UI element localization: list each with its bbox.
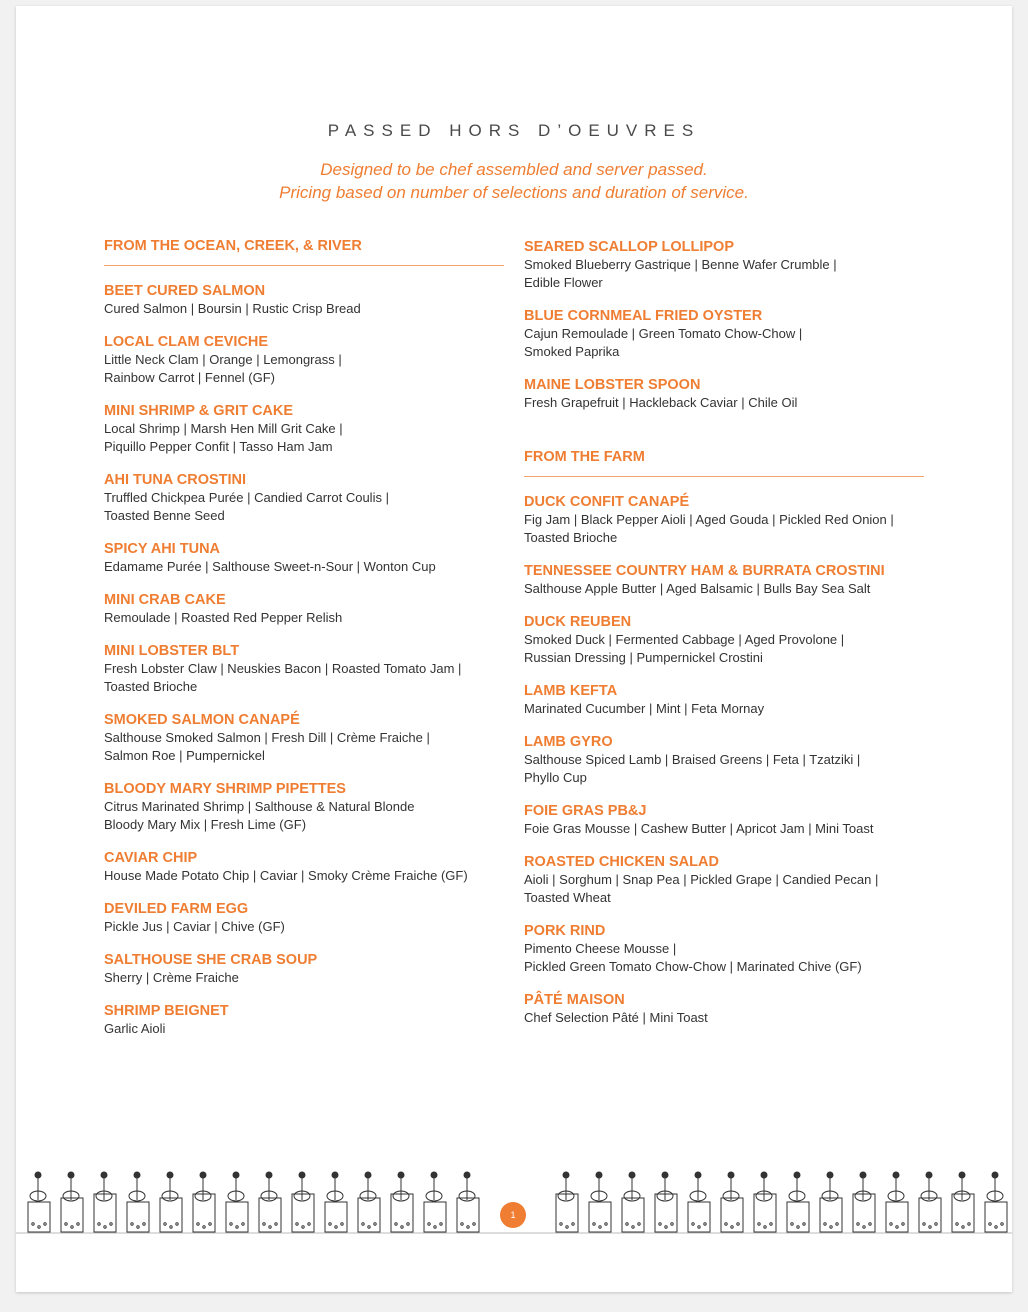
menu-item-name: PÂTÉ MAISON [524, 992, 625, 1008]
menu-item-name: TENNESSEE COUNTRY HAM & BURRATA CROSTINI [524, 563, 885, 579]
menu-item-description: Rainbow Carrot | Fennel (GF) [104, 370, 275, 385]
menu-item-description: Toasted Benne Seed [104, 508, 225, 523]
menu-item-name: SPICY AHI TUNA [104, 541, 221, 557]
menu-item-name: LAMB GYRO [524, 734, 613, 750]
menu-item-name: AHI TUNA CROSTINI [104, 472, 247, 488]
menu-item-description: Sherry | Crème Fraiche [104, 970, 239, 985]
subtitle-line-2: Pricing based on number of selections and duration of service. [279, 183, 749, 202]
menu-item-name: MINI SHRIMP & GRIT CAKE [104, 403, 294, 419]
section-heading-ocean: FROM THE OCEAN, CREEK, & RIVER [104, 238, 504, 266]
ocean-menu-item [104, 900, 509, 936]
menu-item-name: ROASTED CHICKEN SALAD [524, 854, 719, 870]
menu-item-description: Bloody Mary Mix | Fresh Lime (GF) [104, 817, 307, 832]
menu-item-description: Piquillo Pepper Confit | Tasso Ham Jam [104, 439, 333, 454]
ocean-item-list [104, 282, 509, 1038]
ocean-menu-item [104, 1002, 509, 1038]
ocean-menu-item [524, 238, 929, 292]
menu-item-description: Smoked Duck | Fermented Cabbage | Aged Provolone | [524, 632, 845, 647]
farm-menu-item [524, 991, 929, 1027]
menu-item-name: DUCK CONFIT CANAPÉ [524, 494, 690, 510]
farm-menu-item [524, 562, 929, 598]
farm-menu-item [524, 922, 929, 976]
menu-item-description: Salthouse Apple Butter | Aged Balsamic | Bulls Bay Sea Salt [524, 581, 871, 596]
menu-item-description: Toasted Brioche [524, 530, 618, 545]
menu-item-name: BEET CURED SALMON [104, 283, 266, 299]
menu-item-description: Garlic Aioli [104, 1021, 166, 1036]
menu-item-description: Russian Dressing | Pumpernickel Crostini [524, 650, 763, 665]
menu-item-description: Pickled Green Tomato Chow-Chow | Marinated Chive (GF) [524, 959, 862, 974]
ocean-menu-item [104, 333, 509, 387]
page-number: 1 [500, 1202, 526, 1228]
menu-item-description: Truffled Chickpea Purée | Candied Carrot Coulis | [104, 490, 389, 505]
ocean-menu-item [104, 849, 509, 885]
ocean-menu-item [104, 951, 509, 987]
left-column [104, 238, 509, 1053]
menu-item-description: Aioli | Sorghum | Snap Pea | Pickled Grape | Candied Pecan | [524, 872, 879, 887]
ocean-continued-list [524, 238, 929, 412]
menu-item-name: PORK RIND [524, 923, 606, 939]
menu-item-name: MINI CRAB CAKE [104, 592, 226, 608]
farm-menu-item [524, 493, 929, 547]
ocean-menu-item [104, 471, 509, 525]
menu-item-description: Phyllo Cup [524, 770, 587, 785]
menu-item-name: LOCAL CLAM CEVICHE [104, 334, 269, 350]
menu-item-name: SALTHOUSE SHE CRAB SOUP [104, 952, 318, 968]
menu-item-description: Smoked Paprika [524, 344, 620, 359]
menu-item-description: Edamame Purée | Salthouse Sweet-n-Sour | Wonton Cup [104, 559, 436, 574]
menu-item-description: Cured Salmon | Boursin | Rustic Crisp Bread [104, 301, 361, 316]
menu-item-name: SHRIMP BEIGNET [104, 1003, 229, 1019]
ocean-menu-item [104, 591, 509, 627]
menu-item-description: Remoulade | Roasted Red Pepper Relish [104, 610, 343, 625]
menu-item-description: Chef Selection Pâté | Mini Toast [524, 1010, 708, 1025]
menu-item-description: Fig Jam | Black Pepper Aioli | Aged Gouda | Pickled Red Onion | [524, 512, 894, 527]
ocean-menu-item [524, 376, 929, 412]
menu-item-description: Edible Flower [524, 275, 603, 290]
ocean-menu-item [104, 642, 509, 696]
menu-item-description: Salthouse Spiced Lamb | Braised Greens | Feta | Tzatziki | [524, 752, 861, 767]
menu-item-description: Toasted Brioche [104, 679, 198, 694]
farm-menu-item [524, 802, 929, 838]
farm-item-list [524, 493, 929, 1027]
menu-item-name: BLUE CORNMEAL FRIED OYSTER [524, 308, 763, 324]
ocean-menu-item [104, 402, 509, 456]
menu-item-name: SEARED SCALLOP LOLLIPOP [524, 239, 735, 255]
menu-item-name: LAMB KEFTA [524, 683, 618, 699]
menu-item-description: Smoked Blueberry Gastrique | Benne Wafer Crumble | [524, 257, 837, 272]
menu-item-description: Foie Gras Mousse | Cashew Butter | Apricot Jam | Mini Toast [524, 821, 874, 836]
menu-item-name: FOIE GRAS PB&J [524, 803, 647, 819]
menu-item-description: House Made Potato Chip | Caviar | Smoky Crème Fraiche (GF) [104, 868, 468, 883]
menu-item-description: Fresh Grapefruit | Hackleback Caviar | Chile Oil [524, 395, 798, 410]
menu-item-name: DEVILED FARM EGG [104, 901, 249, 917]
menu-item-description: Little Neck Clam | Orange | Lemongrass | [104, 352, 342, 367]
section-heading-farm: FROM THE FARM [524, 449, 924, 477]
farm-menu-item [524, 613, 929, 667]
menu-item-description: Marinated Cucumber | Mint | Feta Mornay [524, 701, 765, 716]
subtitle-line-1: Designed to be chef assembled and server passed. [320, 160, 708, 179]
ocean-menu-item [524, 307, 929, 361]
ocean-menu-item [104, 540, 509, 576]
menu-item-description: Toasted Wheat [524, 890, 611, 905]
right-column [524, 238, 929, 1042]
menu-item-description: Cajun Remoulade | Green Tomato Chow-Chow | [524, 326, 803, 341]
farm-menu-item [524, 853, 929, 907]
menu-item-description: Pimento Cheese Mousse | [524, 941, 677, 956]
farm-menu-item [524, 733, 929, 787]
menu-item-description: Salthouse Smoked Salmon | Fresh Dill | Crème Fraiche | [104, 730, 430, 745]
ocean-menu-item [104, 780, 509, 834]
page-title: PASSED HORS D’OEUVRES [327, 121, 701, 140]
menu-item-name: MAINE LOBSTER SPOON [524, 377, 701, 393]
menu-item-description: Pickle Jus | Caviar | Chive (GF) [104, 919, 285, 934]
ocean-menu-item [104, 282, 509, 318]
farm-menu-item [524, 682, 929, 718]
menu-item-description: Fresh Lobster Claw | Neuskies Bacon | Roasted Tomato Jam | [104, 661, 462, 676]
menu-item-name: BLOODY MARY SHRIMP PIPETTES [104, 781, 346, 797]
menu-item-description: Salmon Roe | Pumpernickel [104, 748, 265, 763]
menu-item-name: DUCK REUBEN [524, 614, 632, 630]
menu-item-name: SMOKED SALMON CANAPÉ [104, 712, 300, 728]
ocean-menu-item [104, 711, 509, 765]
menu-item-name: CAVIAR CHIP [104, 850, 198, 866]
menu-item-name: MINI LOBSTER BLT [104, 643, 240, 659]
menu-item-description: Citrus Marinated Shrimp | Salthouse & Natural Blonde [104, 799, 415, 814]
menu-item-description: Local Shrimp | Marsh Hen Mill Grit Cake | [104, 421, 343, 436]
